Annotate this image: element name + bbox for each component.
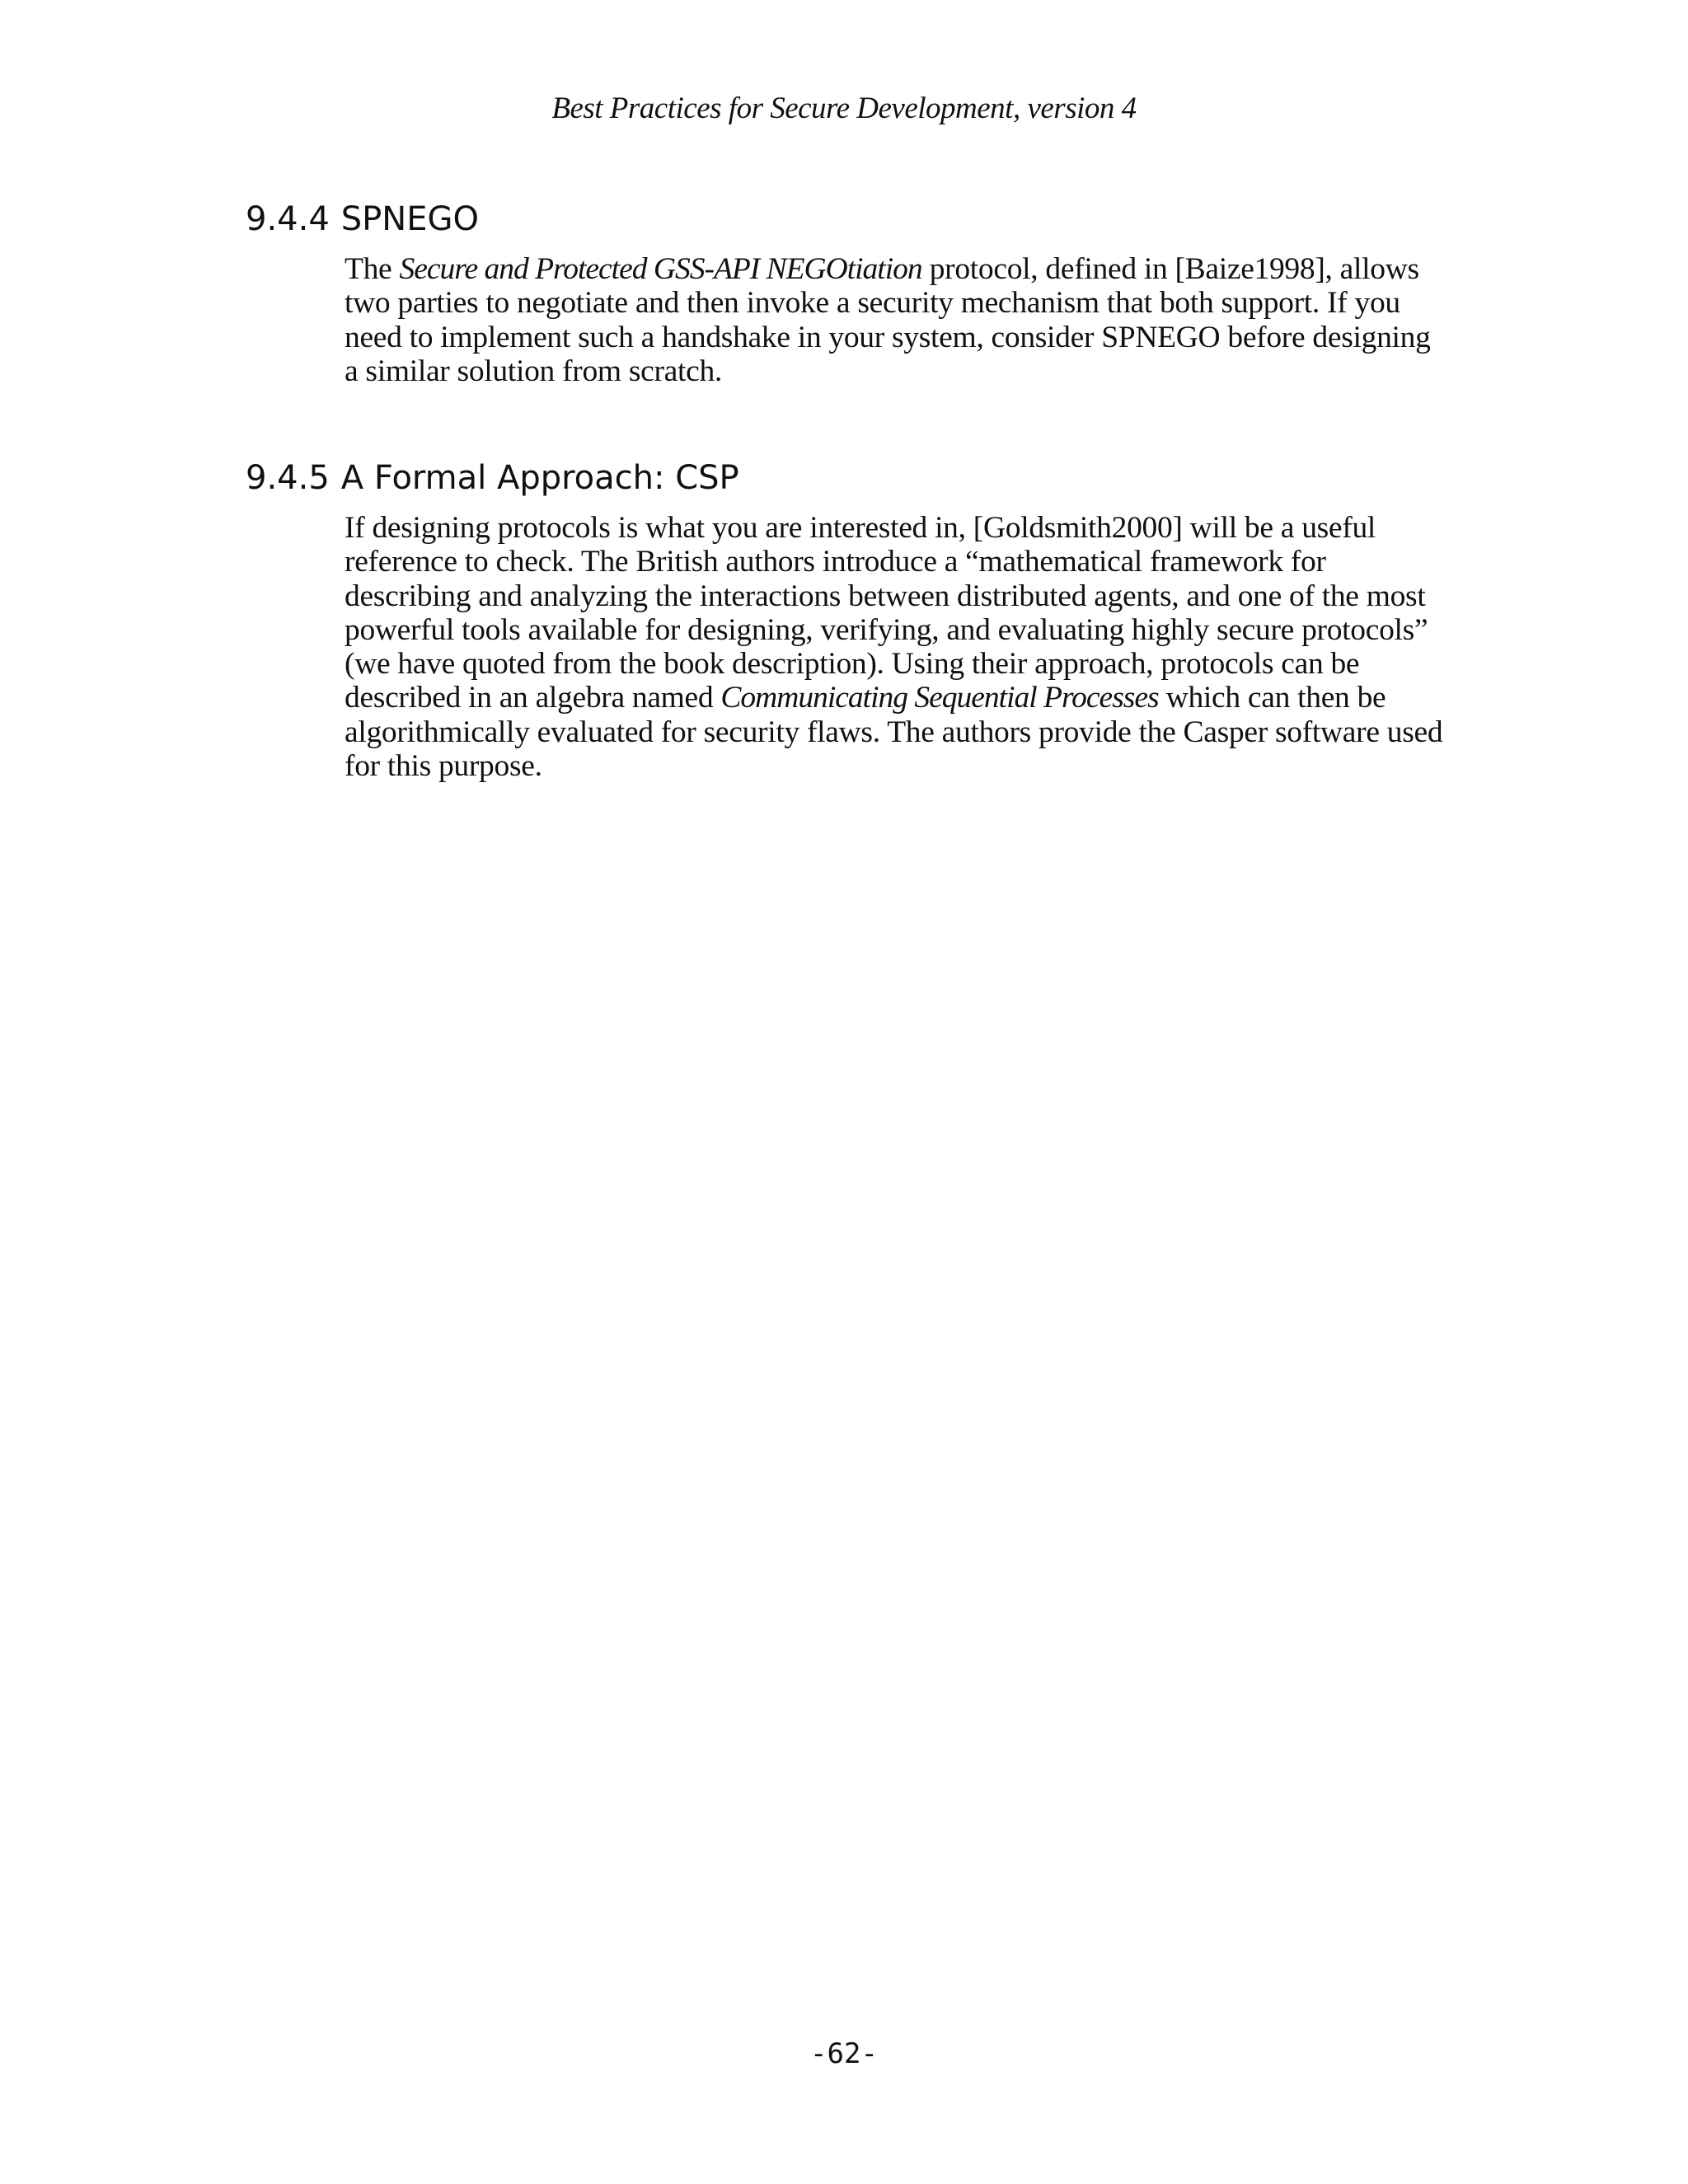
italic-term: Communicating Sequential Processes	[720, 681, 1159, 715]
section-9-4-5	[246, 455, 1449, 783]
paragraph-text: protocol, defined in [Baize1998], allows two parties to negotiate and then invoke a security mechanism that both support. If you need to implement such a handshake in your system, consider SPNEGO before designing a similar solution from scratch.	[345, 252, 1431, 388]
italic-term: Secure and Protected GSS-API NEGOtiation	[399, 252, 922, 286]
section-number: 9.4.4	[246, 200, 330, 238]
section-heading	[246, 196, 1449, 242]
running-header: Best Practices for Secure Development, version 4	[551, 91, 1137, 125]
section-heading	[246, 455, 1449, 501]
section-paragraph	[345, 252, 1449, 388]
paragraph-text: If designing protocols is what you are interested in, [Goldsmith2000] will be a useful reference to check. The British authors introduce a “mathematical framework for describing and analyzing the interactions between distributed agents, and one of the most powerful tools available for designing, verifying, and evaluating highly secure protocols” (we have quoted from the book description). Using their approach, protocols can be described in an algebra named	[345, 511, 1428, 715]
page-number: -62-	[810, 2037, 878, 2070]
section-paragraph	[345, 511, 1449, 783]
section-9-4-4	[246, 196, 1449, 388]
section-title: A Formal Approach: CSP	[340, 459, 739, 497]
section-number: 9.4.5	[246, 459, 330, 497]
section-title: SPNEGO	[340, 200, 479, 238]
paragraph-text: The	[345, 252, 400, 286]
paragraph-text: which can then be algorithmically evaluated for security flaws. The authors provide the Casper software used for this purpose.	[345, 681, 1443, 784]
